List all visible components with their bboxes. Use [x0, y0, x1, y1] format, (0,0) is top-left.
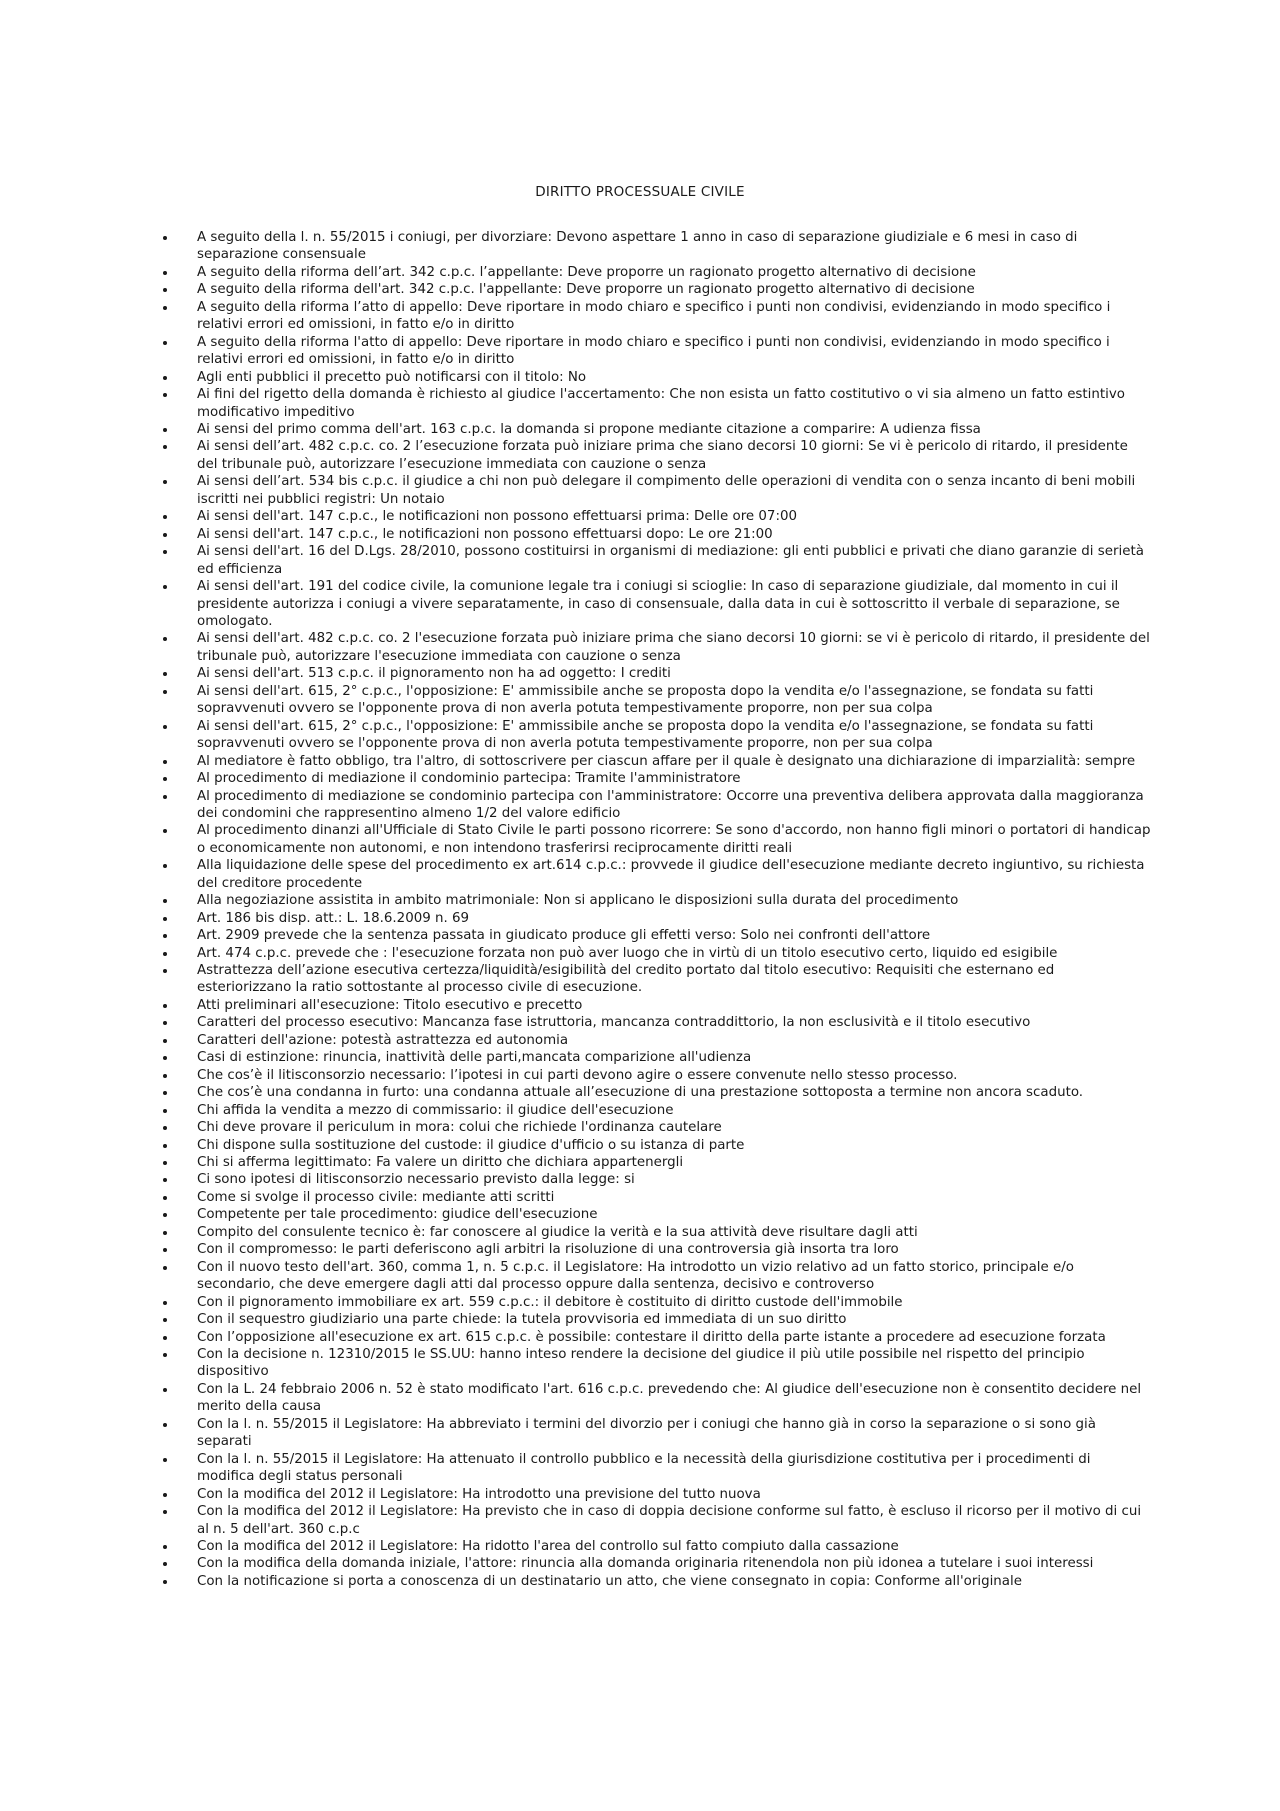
list-item: Atti preliminari all'esecuzione: Titolo esecutivo e precetto: [197, 997, 1152, 1014]
list-item: A seguito della l. n. 55/2015 i coniugi, per divorziare: Devono aspettare 1 anno in caso di separazione giudiziale e 6 mesi in caso di separazione consensuale: [197, 229, 1152, 264]
list-item: Con il sequestro giudiziario una parte chiede: la tutela provvisoria ed immediata di un suo diritto: [197, 1311, 1152, 1328]
list-item: Chi dispone sulla sostituzione del custode: il giudice d'ufficio o su istanza di parte: [197, 1137, 1152, 1154]
list-item: Ai sensi del primo comma dell'art. 163 c.p.c. la domanda si propone mediante citazione a comparire: A udienza fissa: [197, 421, 1152, 438]
list-item: Ai sensi dell'art. 191 del codice civile, la comunione legale tra i coniugi si scioglie: In caso di separazione giudiziale, dal momento in cui il presidente autorizza i coniugi a vivere separatamente, in caso di consensuale, dalla data in cui è sottoscritto il verbale di separazione, se omologato.: [197, 578, 1152, 630]
list-item: Ai sensi dell'art. 615, 2° c.p.c., l'opposizione: E' ammissibile anche se proposta dopo la vendita e/o l'assegnazione, se fondata su fatti sopravvenuti ovvero se l'opponente prova di non averla potuta tempestivamente proporre, non per sua colpa: [197, 718, 1152, 753]
list-item: Con la modifica del 2012 il Legislatore: Ha ridotto l'area del controllo sul fatto compiuto dalla cassazione: [197, 1538, 1152, 1555]
list-item: Art. 186 bis disp. att.: L. 18.6.2009 n. 69: [197, 910, 1152, 927]
list-item: Ai fini del rigetto della domanda è richiesto al giudice l'accertamento: Che non esista un fatto costitutivo o vi sia almeno un fatto estintivo modificativo impeditivo: [197, 386, 1152, 421]
list-item: Con l’opposizione all'esecuzione ex art. 615 c.p.c. è possibile: contestare il diritto della parte istante a procedere ad esecuzione forzata: [197, 1329, 1152, 1346]
list-item: Alla negoziazione assistita in ambito matrimoniale: Non si applicano le disposizioni sulla durata del procedimento: [197, 892, 1152, 909]
list-item: Casi di estinzione: rinuncia, inattività delle parti,mancata comparizione all'udienza: [197, 1049, 1152, 1066]
list-item: Con la l. n. 55/2015 il Legislatore: Ha abbreviato i termini del divorzio per i coniugi che hanno già in corso la separazione o si sono già separati: [197, 1416, 1152, 1451]
list-item: Ai sensi dell'art. 16 del D.Lgs. 28/2010, possono costituirsi in organismi di mediazione: gli enti pubblici e privati che diano garanzie di serietà ed efficienza: [197, 543, 1152, 578]
list-item: Al procedimento di mediazione il condominio partecipa: Tramite l'amministratore: [197, 770, 1152, 787]
list-item: Al procedimento dinanzi all'Ufficiale di Stato Civile le parti possono ricorrere: Se sono d'accordo, non hanno figli minori o portatori di handicap o economicamente non autonomi, e non intendono trasferirsi reciprocamente diritti reali: [197, 823, 1151, 856]
list-item: Come si svolge il processo civile: mediante atti scritti: [197, 1189, 1152, 1206]
list-item: Ci sono ipotesi di litisconsorzio necessario previsto dalla legge: si: [197, 1171, 1152, 1188]
list-item: Compito del consulente tecnico è: far conoscere al giudice la verità e la sua attività deve risultare dagli atti: [197, 1224, 1152, 1241]
list-item: Con la notificazione si porta a conoscenza di un destinatario un atto, che viene consegnato in copia: Conforme all'originale: [197, 1573, 1152, 1590]
list-item: A seguito della riforma l'atto di appello: Deve riportare in modo chiaro e specifico i punti non condivisi, evidenziando in modo specifico i relativi errori ed omissioni, in fatto e/o in diritto: [197, 334, 1152, 369]
list-item: Che cos’è il litisconsorzio necessario: l’ipotesi in cui parti devono agire o essere convenute nello stesso processo.: [197, 1067, 1152, 1084]
list-item: Con il pignoramento immobiliare ex art. 559 c.p.c.: il debitore è costituito di diritto custode dell'immobile: [197, 1294, 1152, 1311]
list-item: A seguito della riforma dell'art. 342 c.p.c. l'appellante: Deve proporre un ragionato progetto alternativo di decisione: [197, 281, 1152, 298]
list-item: Astrattezza dell’azione esecutiva certezza/liquidità/esigibilità del credito portato dal titolo esecutivo: Requisiti che esternano ed esteriorizzano la ratio sottostante al processo civile di esecuzione.: [197, 962, 1152, 997]
list-item: Ai sensi dell'art. 147 c.p.c., le notificazioni non possono effettuarsi dopo: Le ore 21:00: [197, 526, 1152, 543]
list-item: Ai sensi dell’art. 534 bis c.p.c. il giudice a chi non può delegare il compimento delle operazioni di vendita con o senza incanto di beni mobili iscritti nei pubblici registri: Un notaio: [197, 473, 1152, 508]
list-item: Con la modifica del 2012 il Legislatore: Ha introdotto una previsione del tutto nuova: [197, 1486, 1152, 1503]
list-item: Art. 474 c.p.c. prevede che : l'esecuzione forzata non può aver luogo che in virtù di un titolo esecutivo certo, liquido ed esigibile: [197, 945, 1152, 962]
list-item: Caratteri dell'azione: potestà astrattezza ed autonomia: [197, 1032, 1152, 1049]
list-item: Con il nuovo testo dell'art. 360, comma 1, n. 5 c.p.c. il Legislatore: Ha introdotto un vizio relativo ad un fatto storico, principale e/o secondario, che deve emergere dagli atti dal processo oppure dalla sentenza, decisivo e controverso: [197, 1259, 1152, 1294]
list-item: Con la modifica della domanda iniziale, l'attore: rinuncia alla domanda originaria ritenendola non più idonea a tutelare i suoi interessi: [197, 1555, 1152, 1572]
document-title: DIRITTO PROCESSUALE CIVILE: [535, 184, 745, 200]
list-item: Competente per tale procedimento: giudice dell'esecuzione: [197, 1206, 1152, 1223]
list-item: Chi deve provare il periculum in mora: colui che richiede l'ordinanza cautelare: [197, 1119, 1152, 1136]
list-item: Art. 2909 prevede che la sentenza passata in giudicato produce gli effetti verso: Solo nei confronti dell'attore: [197, 927, 1152, 944]
list-item: Con il compromesso: le parti deferiscono agli arbitri la risoluzione di una controversia già insorta tra loro: [197, 1241, 1152, 1258]
list-item: Con la decisione n. 12310/2015 le SS.UU: hanno inteso rendere la decisione del giudice il più utile possibile nel rispetto del principio dispositivo: [197, 1346, 1152, 1381]
list-item: Ai sensi dell'art. 513 c.p.c. il pignoramento non ha ad oggetto: I crediti: [197, 665, 1152, 682]
list-item: Alla liquidazione delle spese del procedimento ex art.614 c.p.c.: provvede il giudice dell'esecuzione mediante decreto ingiuntivo, su richiesta del creditore procedente: [197, 857, 1152, 892]
list-item: Ai sensi dell'art. 482 c.p.c. co. 2 l'esecuzione forzata può iniziare prima che siano decorsi 10 giorni: se vi è pericolo di ritardo, il presidente del tribunale può, autorizzare l'esecuzione immediata con cauzione o senza: [197, 630, 1152, 665]
list-item: Al procedimento di mediazione se condominio partecipa con l'amministratore: Occorre una preventiva delibera approvata dalla maggioranza dei condomini che rappresentino almeno 1/2 del valore edificio: [197, 788, 1152, 823]
list-item: Con la l. n. 55/2015 il Legislatore: Ha attenuato il controllo pubblico e la necessità della giurisdizione costitutiva per i procedimenti di modifica degli status personali: [197, 1451, 1152, 1486]
list-item: Caratteri del processo esecutivo: Mancanza fase istruttoria, mancanza contraddittorio, la non esclusività e il titolo esecutivo: [197, 1014, 1152, 1031]
list-item: Ai sensi dell’art. 482 c.p.c. co. 2 l’esecuzione forzata può iniziare prima che siano decorsi 10 giorni: Se vi è pericolo di ritardo, il presidente del tribunale può, autorizzare l’esecuzione immediata con cauzione o senza: [197, 438, 1152, 473]
list-item: A seguito della riforma l’atto di appello: Deve riportare in modo chiaro e specifico i punti non condivisi, evidenziando in modo specifico i relativi errori ed omissioni, in fatto e/o in diritto: [197, 299, 1152, 334]
list-item: Chi si afferma legittimato: Fa valere un diritto che dichiara appartenergli: [197, 1154, 1152, 1171]
list-item: Al mediatore è fatto obbligo, tra l'altro, di sottoscrivere per ciascun affare per il quale è designato una dichiarazione di imparzialità: sempre: [197, 753, 1152, 770]
list-item: Chi affida la vendita a mezzo di commissario: il giudice dell'esecuzione: [197, 1102, 1152, 1119]
entry-list: [197, 229, 1152, 1590]
list-item: Con la L. 24 febbraio 2006 n. 52 è stato modificato l'art. 616 c.p.c. prevedendo che: Al giudice dell'esecuzione non è consentito decidere nel merito della causa: [197, 1381, 1152, 1416]
list-item: A seguito della riforma dell’art. 342 c.p.c. l’appellante: Deve proporre un ragionato progetto alternativo di decisione: [197, 264, 1152, 281]
list-item: Che cos’è una condanna in furto: una condanna attuale all’esecuzione di una prestazione sottoposta a termine non ancora scaduto.: [197, 1084, 1152, 1101]
list-item: Ai sensi dell'art. 615, 2° c.p.c., l'opposizione: E' ammissibile anche se proposta dopo la vendita e/o l'assegnazione, se fondata su fatti sopravvenuti ovvero se l'opponente prova di non averla potuta tempestivamente proporre, non per sua colpa: [197, 683, 1152, 718]
list-item: Ai sensi dell'art. 147 c.p.c., le notificazioni non possono effettuarsi prima: Delle ore 07:00: [197, 508, 1152, 525]
list-item: Con la modifica del 2012 il Legislatore: Ha previsto che in caso di doppia decisione conforme sul fatto, è escluso il ricorso per il motivo di cui al n. 5 dell'art. 360 c.p.c: [197, 1503, 1152, 1538]
list-item: Agli enti pubblici il precetto può notificarsi con il titolo: No: [197, 369, 1152, 386]
